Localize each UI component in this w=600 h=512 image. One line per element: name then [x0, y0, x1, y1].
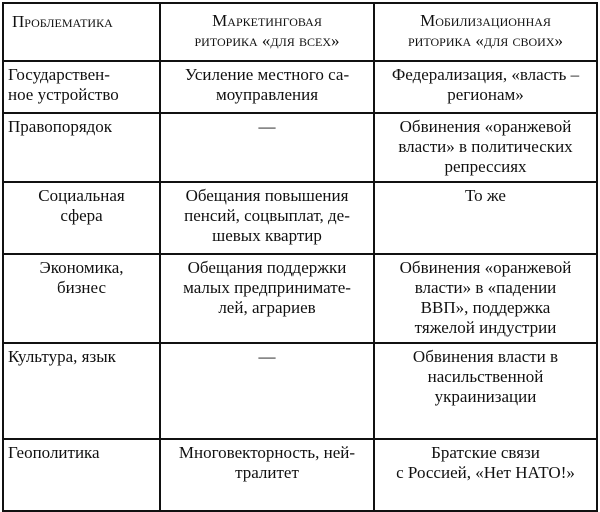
header-marketing: Маркетинговая риторика «для всех» [160, 3, 374, 61]
row-marketing: — [160, 113, 374, 182]
table-row [3, 254, 597, 343]
table-row [3, 61, 597, 113]
row-topic: Культура, язык [3, 343, 160, 439]
row-topic: Геополитика [3, 439, 160, 511]
rhetoric-table [2, 2, 598, 512]
table-row [3, 439, 597, 511]
table-row [3, 113, 597, 182]
row-marketing: Обещания поддержки малых предпринимате- лей, аграриев [160, 254, 374, 343]
table-row [3, 343, 597, 439]
row-marketing: Многовекторность, ней- тралитет [160, 439, 374, 511]
row-marketing: Усиление местного са- моуправления [160, 61, 374, 113]
row-mobilization: Обвинения «оранжевой власти» в «падении ВВП», поддержка тяжелой индустрии [374, 254, 597, 343]
row-marketing: Обещания повышения пенсий, соцвыплат, де- шевых квартир [160, 182, 374, 254]
row-mobilization: То же [374, 182, 597, 254]
header-mobilization: Мобилизационная риторика «для своих» [374, 3, 597, 61]
table-row [3, 182, 597, 254]
row-topic: Государствен- ное устройство [3, 61, 160, 113]
row-marketing: — [160, 343, 374, 439]
table-header-row [3, 3, 597, 61]
row-topic: Социальная сфера [3, 182, 160, 254]
row-mobilization: Обвинения власти в насильственной украинизации [374, 343, 597, 439]
row-mobilization: Федерализация, «власть – регионам» [374, 61, 597, 113]
row-topic: Правопорядок [3, 113, 160, 182]
header-topic: Проблематика [3, 3, 160, 61]
row-mobilization: Обвинения «оранжевой власти» в политических репрессиях [374, 113, 597, 182]
row-mobilization: Братские связи с Россией, «Нет НАТО!» [374, 439, 597, 511]
row-topic: Экономика, бизнес [3, 254, 160, 343]
